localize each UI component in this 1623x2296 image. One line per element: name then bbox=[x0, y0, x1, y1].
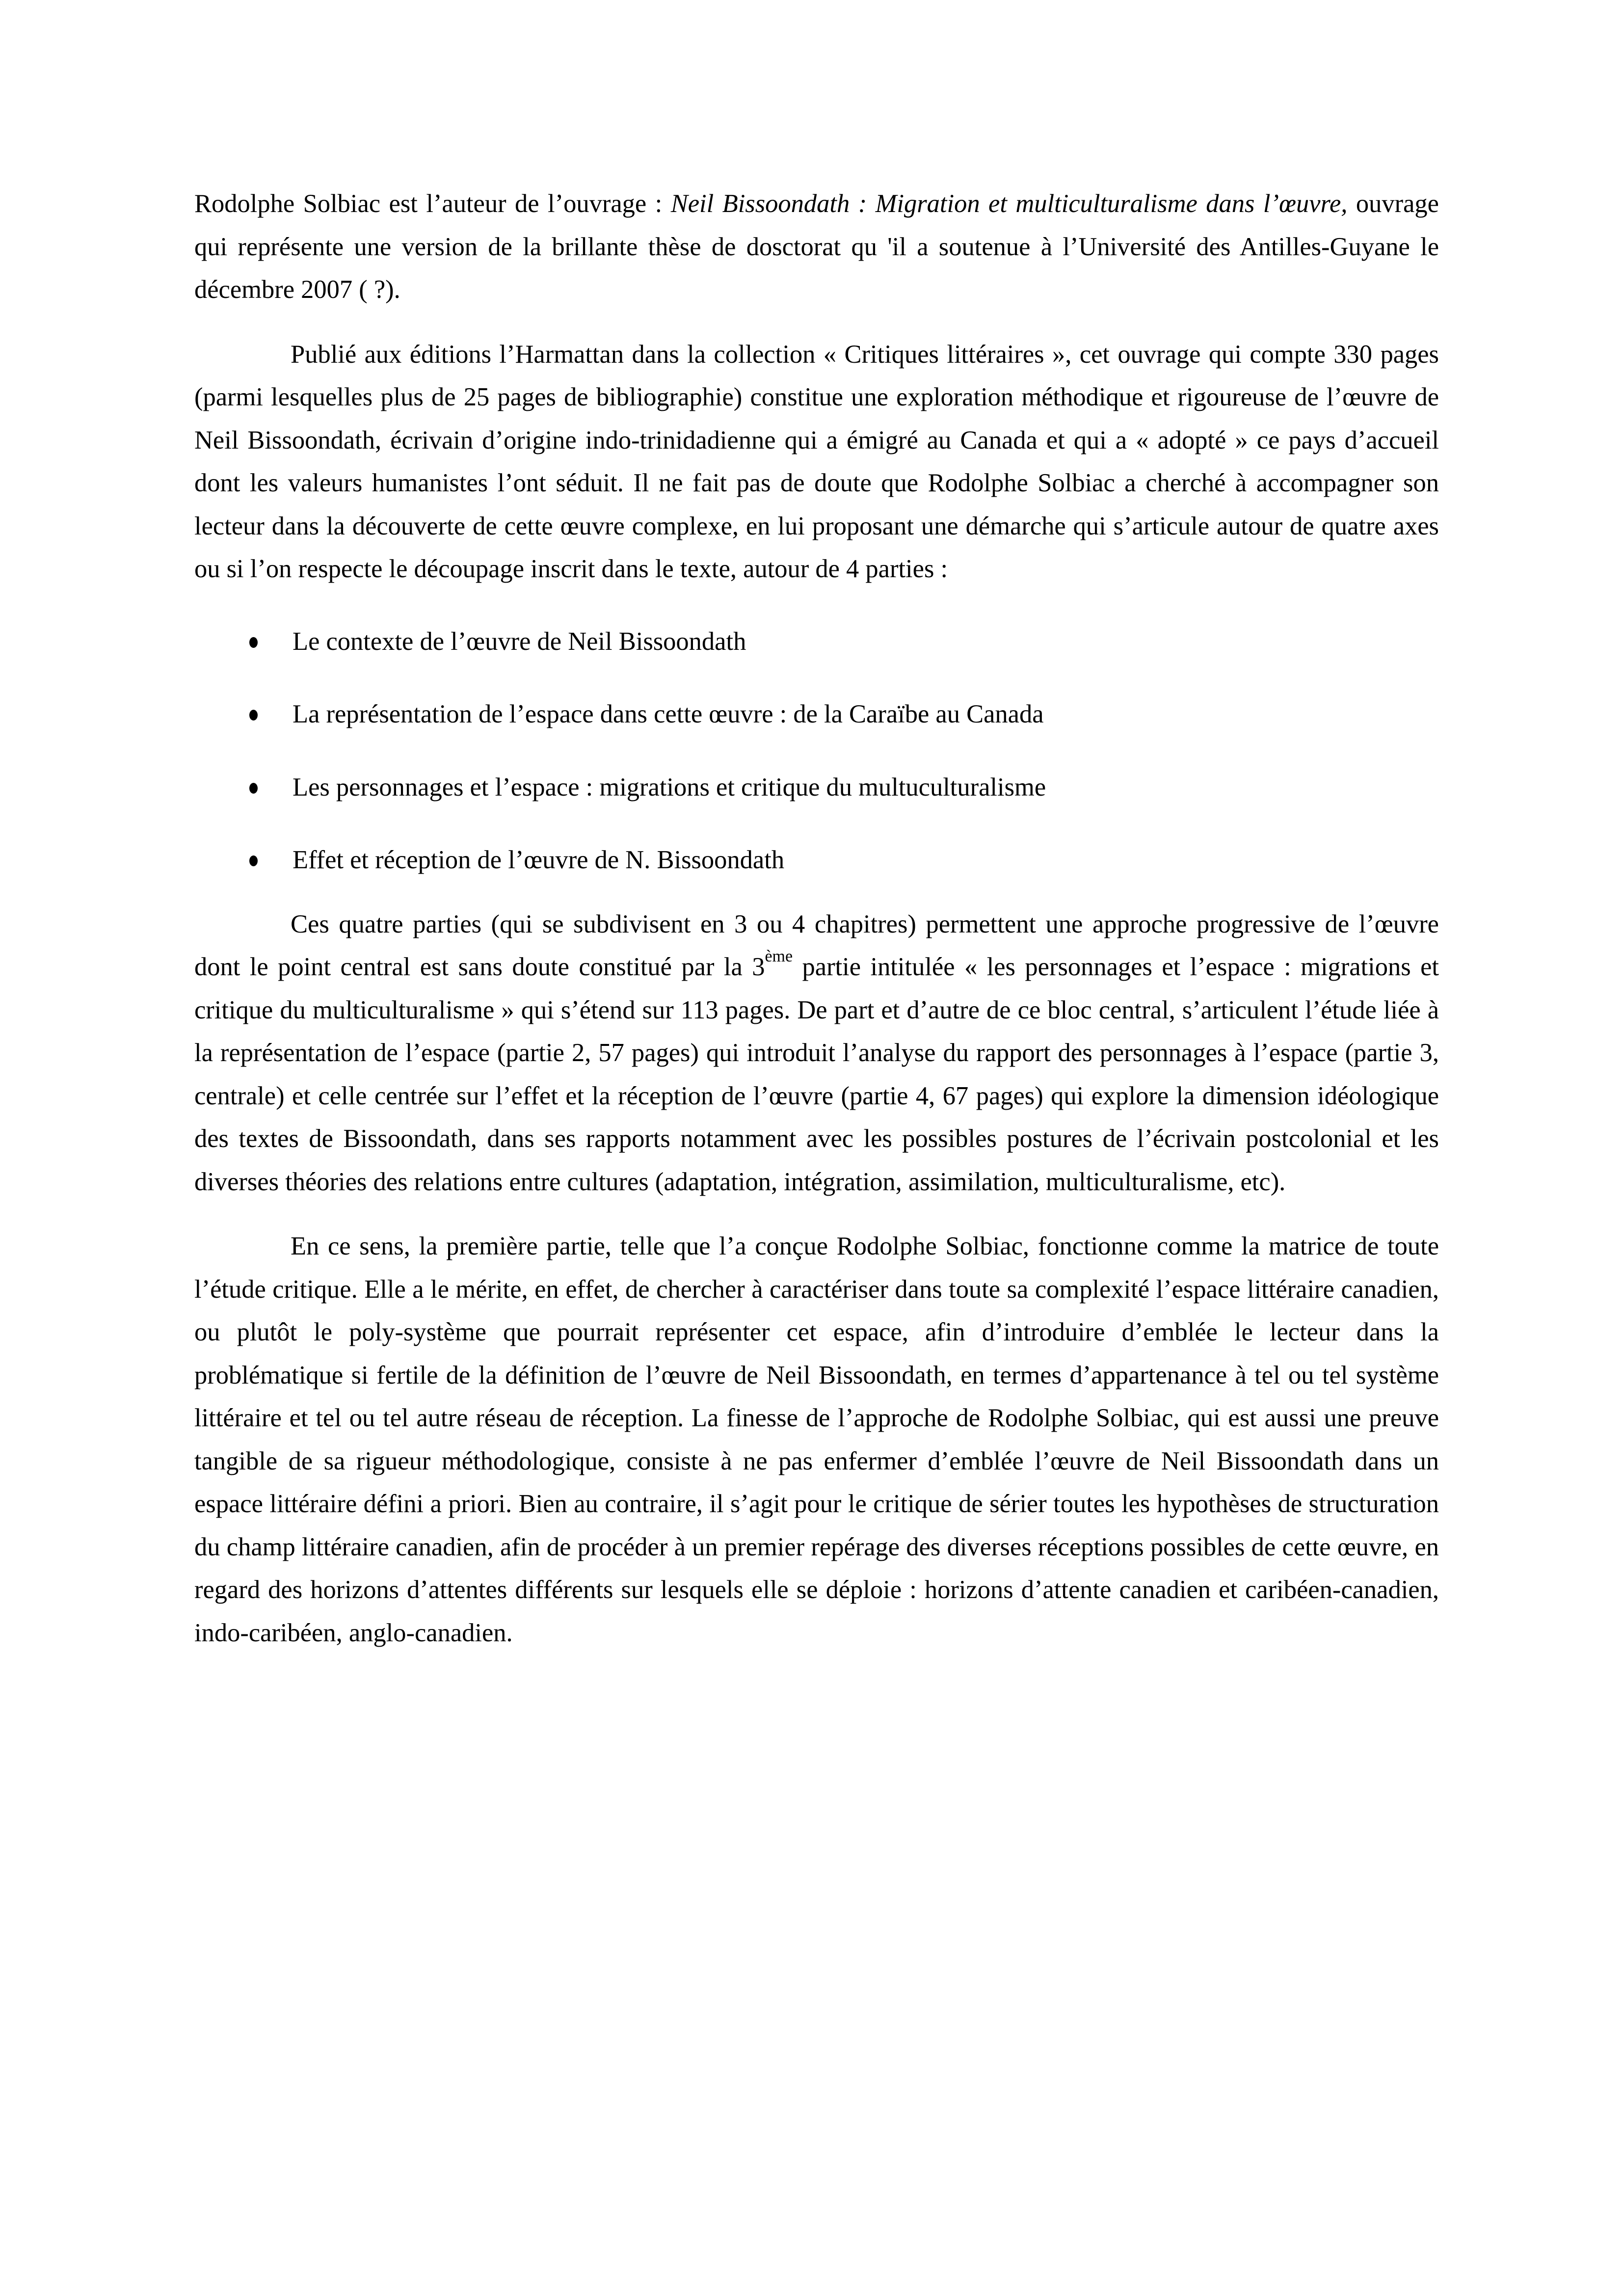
bullet-icon bbox=[249, 783, 258, 794]
list-item bbox=[194, 620, 1439, 664]
list-item bbox=[194, 766, 1439, 809]
ordinal-superscript: ème bbox=[765, 947, 793, 965]
bullet-icon bbox=[249, 637, 258, 648]
intro-text-end: ouvrage qui représente une version de la brillante thèse de dosctorat qu 'il a soutenue à l’Université des Antilles-Guyane le décembre 2007 ( ?). bbox=[194, 189, 1439, 304]
paragraph-structure bbox=[194, 903, 1439, 1204]
paragraph-intro bbox=[194, 183, 1439, 312]
list-item-text: Les personnages et l’espace : migrations et critique du multuculturalisme bbox=[293, 773, 1046, 801]
list-item bbox=[194, 839, 1439, 882]
structure-text-end: partie intitulée « les personnages et l’espace : migrations et critique du multiculturalisme » qui s’étend sur 113 pages. De part et d’autre de ce bloc central, s’articulent l’étude liée à la représentation de l’espace (partie 2, 57 pages) qui introduit l’analyse du rapport des personnages à l’espace (partie 3, centrale) et celle centrée sur l’effet et la réception de l’œuvre (partie 4, 67 pages) qui explore la dimension idéologique des textes de Bissoondath, dans ses rapports notamment avec les possibles postures de l’écrivain postcolonial et les diverses théories des relations entre cultures (adaptation, intégration, assimilation, multiculturalisme, etc). bbox=[194, 953, 1439, 1196]
bullet-icon bbox=[249, 855, 258, 866]
structure-text-start: Ces quatre parties (qui se subdivisent en 3 ou 4 chapitres) permettent une approche progressive de l’œuvre dont le point central est sans doute constitué par la 3 bbox=[194, 909, 1439, 981]
paragraph-first-part: En ce sens, la première partie, telle que l’a conçue Rodolphe Solbiac, fonctionne comme la matrice de toute l’étude critique. Elle a le mérite, en effet, de chercher à caractériser dans toute sa complexité l’espace littéraire canadien, ou plutôt le poly-système que pourrait représenter cet espace, afin d’introduire d’emblée le lecteur dans la problématique si fertile de la définition de l’œuvre de Neil Bissoondath, en termes d’appartenance à tel ou tel système littéraire et tel ou tel autre réseau de réception. La finesse de l’approche de Rodolphe Solbiac, qui est aussi une preuve tangible de sa rigueur méthodologique, consiste à ne pas enfermer d’emblée l’œuvre de Neil Bissoondath dans un espace littéraire défini a priori. Bien au contraire, il s’agit pour le critique de sérier toutes les hypothèses de structuration du champ littéraire canadien, afin de procéder à un premier repérage des diverses réceptions possibles de cette œuvre, en regard des horizons d’attentes différents sur lesquels elle se déploie : horizons d’attente canadien et caribéen-canadien, indo-caribéen, anglo-canadien. bbox=[194, 1232, 1439, 1647]
list-item bbox=[194, 693, 1439, 736]
bullet-icon bbox=[249, 710, 258, 721]
parts-list bbox=[194, 620, 1439, 882]
paragraph-publication: Publié aux éditions l’Harmattan dans la collection « Critiques littéraires », cet ouvrage qui compte 330 pages (parmi lesquelles plus de 25 pages de bibliographie) constitue une exploration méthodique et rigoureuse de l’œuvre de Neil Bissoondath, écrivain d’origine indo-trinidadienne qui a émigré au Canada et qui a « adopté » ce pays d’accueil dont les valeurs humanistes l’ont séduit. Il ne fait pas de doute que Rodolphe Solbiac a cherché à accompagner son lecteur dans la découverte de cette œuvre complexe, en lui proposant une démarche qui s’articule autour de quatre axes ou si l’on respecte le découpage inscrit dans le texte, autour de 4 parties : bbox=[194, 340, 1439, 583]
list-item-text: Le contexte de l’œuvre de Neil Bissoondath bbox=[293, 627, 746, 656]
list-item-text: La représentation de l’espace dans cette œuvre : de la Caraïbe au Canada bbox=[293, 700, 1044, 728]
document-page bbox=[194, 183, 1439, 1655]
list-item-text: Effet et réception de l’œuvre de N. Bissoondath bbox=[293, 846, 785, 874]
intro-text-start: Rodolphe Solbiac est l’auteur de l’ouvrage : bbox=[194, 189, 671, 218]
book-title: Neil Bissoondath : Migration et multiculturalisme dans l’œuvre, bbox=[670, 189, 1348, 218]
